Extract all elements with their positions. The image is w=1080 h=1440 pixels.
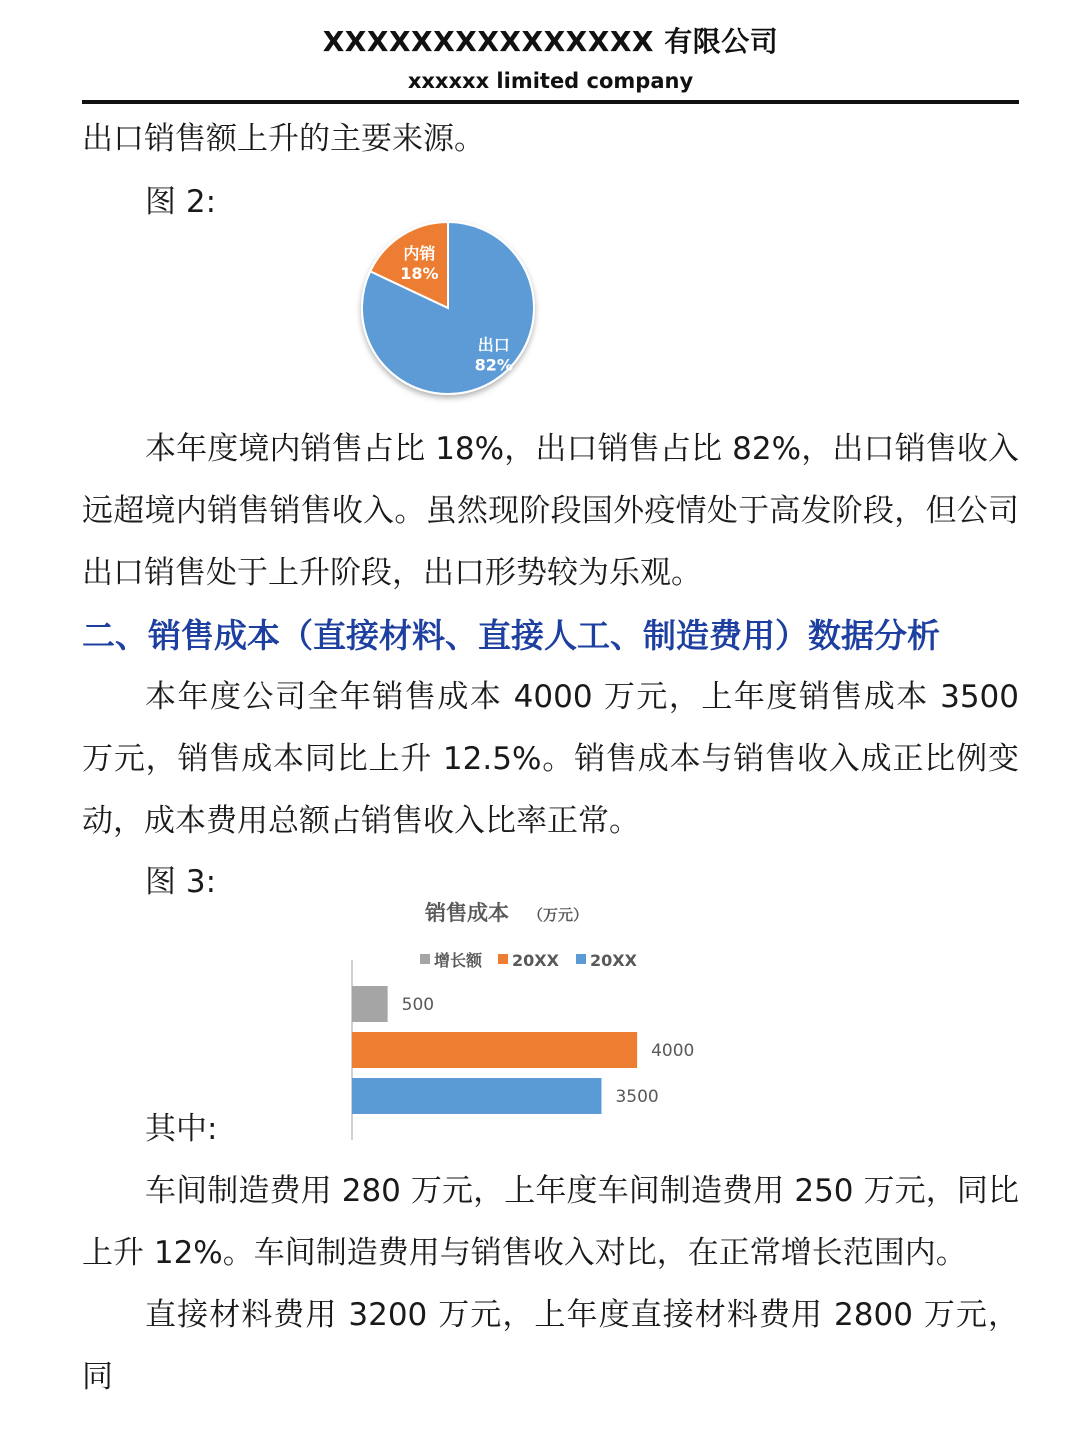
- legend-label-1: 20XX: [512, 951, 559, 970]
- legend-swatch-1: [498, 954, 508, 964]
- paragraph-4: 其中:: [145, 1111, 218, 1147]
- bar-value-label-2: 3500: [615, 1087, 659, 1107]
- pie-label-1: 出口: [477, 335, 510, 355]
- bar-1: [352, 1032, 637, 1068]
- paragraph-5: 车间制造费用 280 万元，上年度车间制造费用 250 万元，同比上升 12%。车间制造费用与销售收入对比，在正常增长范围内。: [82, 1173, 1019, 1271]
- paragraph-3: 本年度公司全年销售成本 4000 万元，上年度销售成本 3500 万元，销售成本同比上升 12.5%。销售成本与销售收入成正比例变动，成本费用总额占销售收入比率正常。: [82, 679, 1019, 839]
- chart-title-unit: （万元）: [528, 906, 589, 924]
- chart-title: 销售成本: [425, 901, 509, 925]
- company-name-en: xxxxxx limited company: [407, 69, 694, 93]
- page-header: [82, 22, 1019, 96]
- bar-0: [352, 986, 388, 1022]
- figure-3-label: 图 3:: [145, 864, 217, 900]
- chart-legend: [420, 951, 638, 970]
- paragraph-2: 本年度境内销售占比 18%，出口销售占比 82%，出口销售收入远超境内销售销售收入。虽然现阶段国外疫情处于高发阶段，但公司出口销售处于上升阶段，出口形势较为乐观。: [82, 431, 1019, 591]
- pie-value-label-0: 18%: [400, 263, 439, 283]
- paragraph-1: 出口销售额上升的主要来源。: [82, 121, 485, 157]
- header-rule: [82, 100, 1019, 104]
- company-name-cn: XXXXXXXXXXXXXXX 有限公司: [322, 25, 779, 58]
- paragraph-6: 直接材料费用 3200 万元，上年度直接材料费用 2800 万元，同: [82, 1297, 1019, 1395]
- legend-label-0: 增长额: [434, 951, 483, 970]
- legend-label-2: 20XX: [590, 951, 637, 970]
- bar-value-label-0: 500: [401, 995, 435, 1015]
- figure-2-label: 图 2:: [145, 184, 217, 220]
- pie-value-label-1: 82%: [474, 355, 513, 375]
- pie-label-0: 内销: [403, 243, 436, 263]
- legend-swatch-2: [576, 954, 586, 964]
- section-2-title: 二、销售成本（直接材料、直接人工、制造费用）数据分析: [82, 616, 940, 655]
- legend-swatch-0: [420, 954, 430, 964]
- bar-value-label-1: 4000: [651, 1041, 695, 1061]
- pie-chart: [350, 212, 550, 412]
